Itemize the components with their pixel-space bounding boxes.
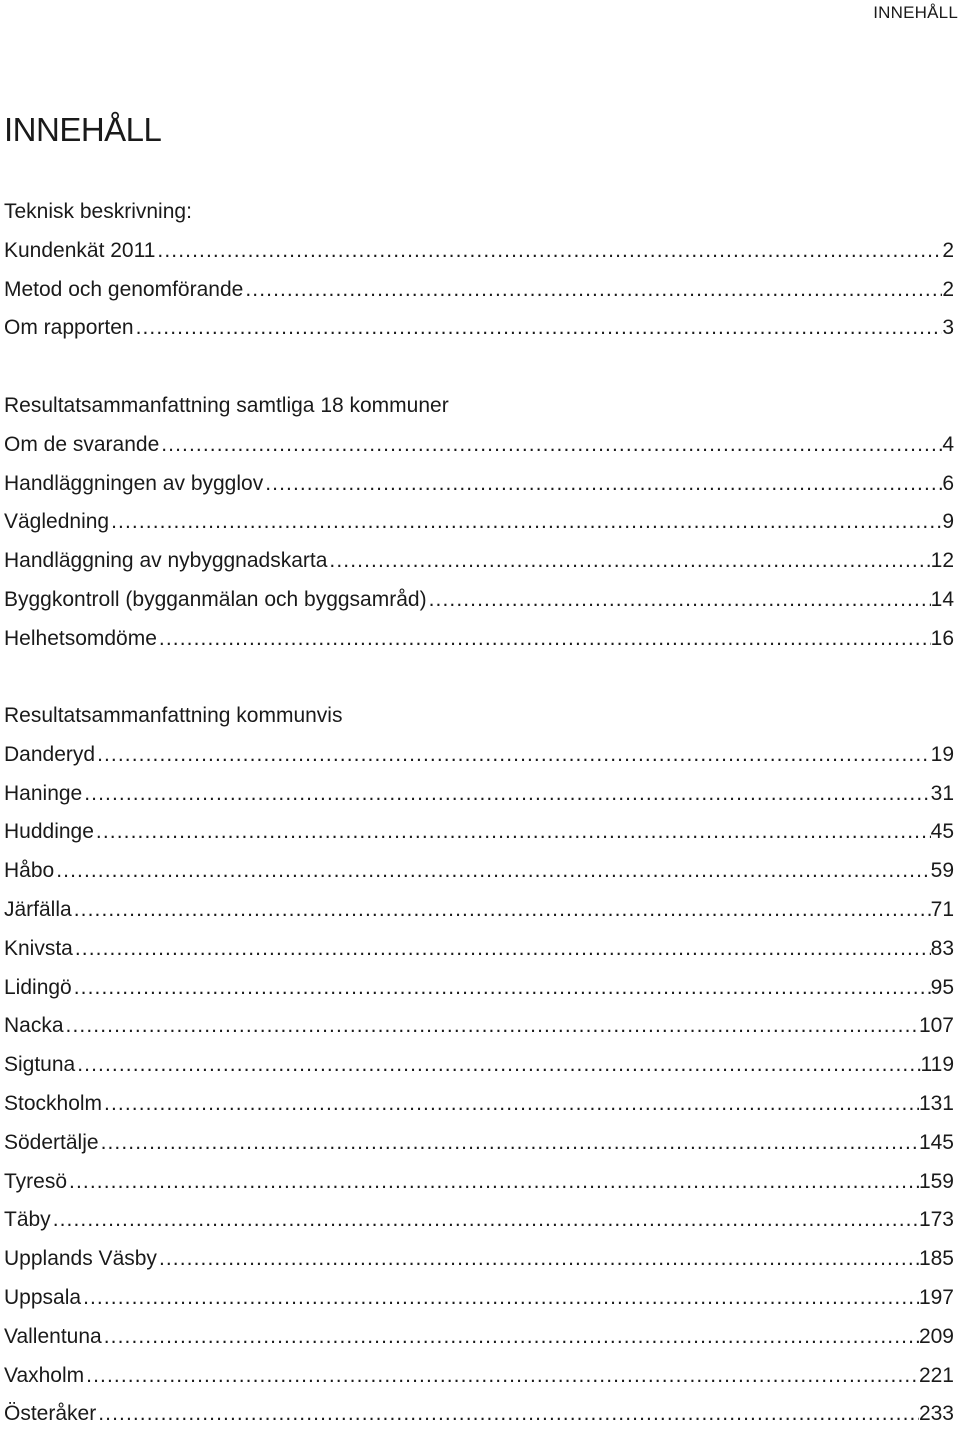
toc-section-summary-all <box>4 387 954 659</box>
toc-entry-page-number: 59 <box>930 859 954 883</box>
toc-entry-label: Huddinge <box>4 820 94 844</box>
dot-leader <box>109 503 942 542</box>
section-heading: Teknisk beskrivning: <box>4 200 192 223</box>
toc-entry[interactable] <box>4 620 954 659</box>
toc-entry-page-number: 159 <box>918 1169 954 1193</box>
dot-leader <box>73 930 931 969</box>
dot-leader <box>95 736 931 775</box>
dot-leader <box>72 891 931 930</box>
dot-leader <box>96 1395 919 1434</box>
dot-leader <box>263 465 942 504</box>
dot-leader <box>72 969 931 1008</box>
toc-entry-label: Kundenkät 2011 <box>4 238 156 262</box>
dot-leader <box>67 1163 919 1202</box>
dot-leader <box>82 775 930 814</box>
toc-entry[interactable] <box>4 232 954 271</box>
toc-entry[interactable] <box>4 1007 954 1046</box>
toc-entry-page-number: 2 <box>942 277 954 301</box>
dot-leader <box>102 1318 919 1357</box>
toc-entry[interactable] <box>4 736 954 775</box>
toc-entry-page-number: 45 <box>930 820 954 844</box>
toc-entry-page-number: 6 <box>942 471 954 495</box>
toc-entry[interactable] <box>4 503 954 542</box>
dot-leader <box>99 1124 919 1163</box>
dot-leader <box>51 1201 919 1240</box>
toc-entry-page-number: 3 <box>942 316 954 340</box>
toc-entry[interactable] <box>4 1201 954 1240</box>
dot-leader <box>75 1046 920 1085</box>
dot-leader <box>102 1085 919 1124</box>
toc-entry[interactable] <box>4 1163 954 1202</box>
toc-entry-label: Tyresö <box>4 1169 68 1193</box>
toc-entry-page-number: 83 <box>930 936 954 960</box>
toc-entry[interactable] <box>4 271 954 310</box>
dot-leader <box>81 1279 919 1318</box>
toc-entry[interactable] <box>4 1085 954 1124</box>
toc-entry[interactable] <box>4 542 954 581</box>
toc-entry[interactable] <box>4 813 954 852</box>
toc-entry-label: Nacka <box>4 1014 64 1038</box>
toc-entry-label: Om rapporten <box>4 316 134 340</box>
toc-entry[interactable] <box>4 581 954 620</box>
toc-entry-page-number: 119 <box>920 1053 954 1077</box>
toc-entry-page-number: 145 <box>918 1130 954 1154</box>
toc-entry[interactable] <box>4 1395 954 1434</box>
section-heading: Resultatsammanfattning kommunvis <box>4 704 343 727</box>
toc-entry[interactable] <box>4 1046 954 1085</box>
section-heading: Resultatsammanfattning samtliga 18 kommuner <box>4 394 449 417</box>
toc-entry-label: Handläggningen av bygglov <box>4 471 264 495</box>
toc-entry-page-number: 185 <box>918 1247 954 1271</box>
toc-entry-label: Vaxholm <box>4 1363 85 1387</box>
toc-entry-page-number: 2 <box>942 238 954 262</box>
toc-entry[interactable] <box>4 891 954 930</box>
toc-entry-label: Sigtuna <box>4 1053 76 1077</box>
toc-entry-label: Vägledning <box>4 510 110 534</box>
toc-entry[interactable] <box>4 930 954 969</box>
toc-entry-page-number: 19 <box>930 742 954 766</box>
toc-entry-label: Uppsala <box>4 1285 82 1309</box>
dot-leader <box>155 232 942 271</box>
toc-entry-label: Danderyd <box>4 742 96 766</box>
toc-entry-page-number: 16 <box>930 626 954 650</box>
toc-entry-label: Håbo <box>4 859 55 883</box>
toc-entry[interactable] <box>4 852 954 891</box>
toc-entry-page-number: 209 <box>918 1324 954 1348</box>
toc-entry-label: Stockholm <box>4 1091 103 1115</box>
toc-entry-label: Täby <box>4 1208 51 1232</box>
toc-entry-page-number: 173 <box>918 1208 954 1232</box>
dot-leader <box>134 309 943 348</box>
toc-entry-page-number: 107 <box>918 1014 954 1038</box>
dot-leader <box>84 1357 919 1396</box>
toc-entry[interactable] <box>4 465 954 504</box>
toc-entry[interactable] <box>4 1124 954 1163</box>
toc-entry-label: Järfälla <box>4 897 72 921</box>
dot-leader <box>54 852 930 891</box>
toc-entry-page-number: 221 <box>918 1363 954 1387</box>
toc-entry[interactable] <box>4 1357 954 1396</box>
toc-entry[interactable] <box>4 969 954 1008</box>
toc-section-summary-municipal <box>4 697 954 1434</box>
toc-entry-page-number: 31 <box>930 781 954 805</box>
toc-entry[interactable] <box>4 1279 954 1318</box>
dot-leader <box>94 813 931 852</box>
dot-leader <box>159 426 942 465</box>
page-title: INNEHÅLL <box>4 111 162 148</box>
dot-leader <box>427 581 931 620</box>
dot-leader <box>64 1007 919 1046</box>
toc-entry-page-number: 14 <box>930 587 954 611</box>
toc-entry-label: Lidingö <box>4 975 72 999</box>
toc-entry-page-number: 4 <box>942 432 954 456</box>
toc-section-technical <box>4 193 954 348</box>
dot-leader <box>243 271 942 310</box>
toc-entry-label: Om de svarande <box>4 432 160 456</box>
toc-entry-page-number: 233 <box>918 1402 954 1426</box>
toc-entry-label: Handläggning av nybyggnadskarta <box>4 549 328 573</box>
dot-leader <box>327 542 930 581</box>
toc-entry-label: Österåker <box>4 1402 97 1426</box>
toc-entry[interactable] <box>4 1318 954 1357</box>
toc-entry[interactable] <box>4 426 954 465</box>
toc-entry-label: Byggkontroll (bygganmälan och byggsamråd) <box>4 587 427 611</box>
toc-entry-label: Upplands Väsby <box>4 1247 157 1271</box>
toc-entry-label: Helhetsomdöme <box>4 626 157 650</box>
toc-entry-page-number: 197 <box>918 1285 954 1309</box>
toc-entry-page-number: 131 <box>918 1091 954 1115</box>
dot-leader <box>157 620 931 659</box>
toc-entry-label: Metod och genomförande <box>4 277 244 301</box>
toc-entry-label: Knivsta <box>4 936 73 960</box>
toc-entry[interactable] <box>4 775 954 814</box>
toc-entry-page-number: 9 <box>942 510 954 534</box>
toc-entry-label: Vallentuna <box>4 1324 102 1348</box>
toc-entry[interactable] <box>4 309 954 348</box>
toc-entry[interactable] <box>4 1240 954 1279</box>
toc-entry-page-number: 95 <box>930 975 954 999</box>
toc-entry-label: Södertälje <box>4 1130 99 1154</box>
running-header: INNEHÅLL <box>873 3 958 22</box>
toc-entry-label: Haninge <box>4 781 83 805</box>
toc-entry-page-number: 12 <box>930 549 954 573</box>
toc-entry-page-number: 71 <box>930 897 954 921</box>
dot-leader <box>157 1240 919 1279</box>
